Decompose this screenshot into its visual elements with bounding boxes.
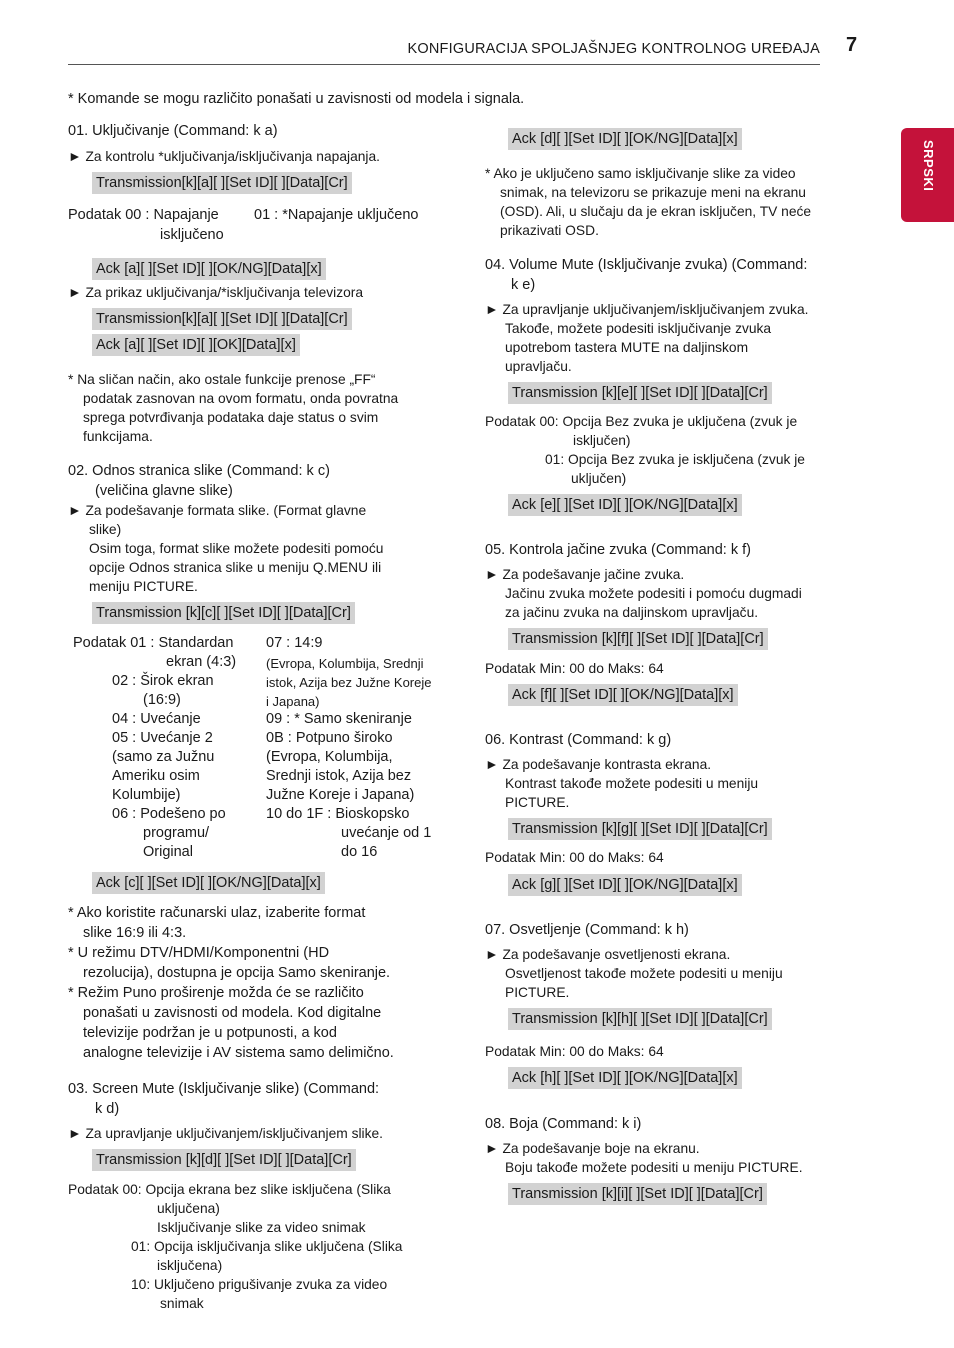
- data-line: snimak: [160, 1296, 204, 1311]
- section-06-title: 06. Kontrast (Command: k g): [485, 732, 672, 748]
- section-08-bullet: ► Za podešavanje boje na ekranu.: [485, 1141, 700, 1156]
- note-line: sprega potvrđivanja podataka daje status o svim: [83, 410, 379, 425]
- section-06-bullet: ► Za podešavanje kontrasta ekrana.: [485, 757, 712, 772]
- header-rule: [68, 64, 820, 65]
- data-line: Podatak Min: 00 do Maks: 64: [485, 850, 664, 865]
- data-line: i Japana): [266, 694, 320, 709]
- section-08-bullet: Boju takođe možete podesiti u meniju PICTURE.: [505, 1160, 803, 1175]
- section-05-bullet: ► Za podešavanje jačine zvuka.: [485, 567, 685, 582]
- code-ack: Ack [e][ ][Set ID][ ][OK/NG][Data][x]: [508, 494, 742, 516]
- page-number: 7: [846, 34, 858, 56]
- data-line: (Evropa, Kolumbija, Srednji: [266, 656, 424, 671]
- note-line: prikazivati OSD.: [500, 223, 599, 238]
- section-05-bullet: za jačinu zvuka na daljinskom upravljaču.: [505, 605, 759, 620]
- data-line: 0B : Potpuno široko: [266, 730, 393, 746]
- note-line: analogne televizije i AV sistema samo delimično.: [83, 1045, 394, 1061]
- data-line: Podatak 00 : Napajanje: [68, 207, 219, 223]
- data-line: Srednji istok, Azija bez: [266, 768, 412, 784]
- code-ack: Ack [f][ ][Set ID][ ][OK/NG][Data][x]: [508, 684, 738, 706]
- note-line: rezolucija), dostupna je opcija Samo skeniranje.: [83, 965, 391, 981]
- section-02-bullet: opcije Odnos stranica slike u meniju Q.MENU ili: [89, 560, 382, 575]
- section-02-title: (veličina glavne slike): [95, 483, 233, 499]
- data-line: Kolumbije): [112, 787, 181, 803]
- data-line: 10: Uključeno prigušivanje zvuka za video: [131, 1277, 388, 1292]
- section-04-bullet: upotrebom tastera MUTE na daljinskom: [505, 340, 749, 355]
- note-line: * Ako koristite računarski ulaz, izaberite format: [68, 905, 366, 921]
- running-header: KONFIGURACIJA SPOLJAŠNJEG KONTROLNOG UREĐAJA: [407, 41, 820, 57]
- section-07-bullet: Osvetljenost takođe možete podesiti u meniju: [505, 966, 783, 981]
- code-transmission: Transmission [k][g][ ][Set ID][ ][Data][Cr]: [508, 818, 772, 840]
- data-line: Isključivanje slike za video snimak: [157, 1220, 366, 1235]
- section-01-bullet: ► Za prikaz uključivanja/*isključivanja televizora: [68, 285, 364, 300]
- note-line: * Na sličan način, ako ostale funkcije prenose „FF“: [68, 372, 376, 387]
- code-ack: Ack [d][ ][Set ID][ ][OK/NG][Data][x]: [508, 128, 742, 150]
- note-line: snimak, na televizoru se prikazuje meni na ekranu: [500, 185, 806, 200]
- data-line: isključena): [157, 1258, 223, 1273]
- code-transmission: Transmission [k][d][ ][Set ID][ ][Data][Cr]: [92, 1149, 356, 1171]
- data-line: Južne Koreje i Japana): [266, 787, 415, 803]
- code-transmission: Transmission[k][a][ ][Set ID][ ][Data][Cr]: [92, 172, 352, 194]
- data-line: do 16: [341, 844, 378, 860]
- data-line: istok, Azija bez Južne Koreje: [266, 675, 432, 690]
- section-02-title: 02. Odnos stranica slike (Command: k c): [68, 463, 330, 479]
- section-02-bullet: Osim toga, format slike možete podesiti pomoću: [89, 541, 384, 556]
- section-01-title: 01. Uključivanje (Command: k a): [68, 123, 278, 139]
- section-03-title: 03. Screen Mute (Isključivanje slike) (Command:: [68, 1081, 380, 1097]
- section-06-bullet: Kontrast takođe možete podesiti u meniju: [505, 776, 759, 791]
- data-line: 01: Opcija Bez zvuka je isključena (zvuk je: [545, 452, 805, 467]
- data-line: (16:9): [143, 692, 181, 708]
- section-07-title: 07. Osvetljenje (Command: k h): [485, 922, 689, 938]
- code-transmission: Transmission[k][a][ ][Set ID][ ][Data][Cr]: [92, 308, 352, 330]
- note-line: podatak zasnovan na ovom formatu, onda povratna: [83, 391, 399, 406]
- section-01-bullet: ► Za kontrolu *uključivanja/isključivanja napajanja.: [68, 149, 380, 164]
- data-line: (Evropa, Kolumbija,: [266, 749, 393, 765]
- data-line: Podatak Min: 00 do Maks: 64: [485, 661, 664, 676]
- data-line: Podatak 01 : Standardan: [73, 635, 234, 651]
- code-transmission: Transmission [k][i][ ][Set ID][ ][Data][Cr]: [508, 1183, 767, 1205]
- section-05-bullet: Jačinu zvuka možete podesiti i pomoću dugmadi: [505, 586, 802, 601]
- section-04-bullet: Takođe, možete podesiti isključivanje zvuka: [505, 321, 772, 336]
- language-tab-label: SRPSKI: [921, 140, 936, 192]
- code-transmission: Transmission [k][c][ ][Set ID][ ][Data][Cr]: [92, 602, 355, 624]
- code-ack: Ack [c][ ][Set ID][ ][OK/NG][Data][x]: [92, 872, 325, 894]
- data-line: uključen): [571, 471, 627, 486]
- data-line: 09 : * Samo skeniranje: [266, 711, 412, 727]
- section-02-bullet: meniju PICTURE.: [89, 579, 198, 594]
- data-line: (samo za Južnu: [112, 749, 215, 765]
- data-line: uvećanje od 1: [341, 825, 432, 841]
- section-03-bullet: ► Za upravljanje uključivanjem/isključivanjem slike.: [68, 1126, 384, 1141]
- data-line: 10 do 1F : Bioskopsko: [266, 806, 410, 822]
- note-line: ponašati u zavisnosti od modela. Kod digitalne: [83, 1005, 382, 1021]
- note-line: slike 16:9 ili 4:3.: [83, 925, 187, 941]
- data-line: 07 : 14:9: [266, 635, 323, 651]
- note-line: televizije podržan je u potpunosti, a kod: [83, 1025, 337, 1041]
- code-ack: Ack [h][ ][Set ID][ ][OK/NG][Data][x]: [508, 1067, 742, 1089]
- code-transmission: Transmission [k][h][ ][Set ID][ ][Data][Cr]: [508, 1008, 772, 1030]
- code-ack: Ack [g][ ][Set ID][ ][OK/NG][Data][x]: [508, 874, 742, 896]
- section-02-bullet: ► Za podešavanje formata slike. (Format glavne: [68, 503, 367, 518]
- section-04-title: 04. Volume Mute (Isključivanje zvuka) (Command:: [485, 257, 808, 273]
- section-07-bullet: ► Za podešavanje osvetljenosti ekrana.: [485, 947, 731, 962]
- data-line: isključeno: [160, 227, 224, 243]
- data-line: Ameriku osim: [112, 768, 200, 784]
- section-03-title: k d): [95, 1101, 120, 1117]
- section-04-bullet: ► Za upravljanje uključivanjem/isključivanjem zvuka.: [485, 302, 809, 317]
- data-line: Podatak 00: Opcija ekrana bez slike isključena (Slika: [68, 1182, 391, 1197]
- language-tab: [901, 128, 954, 222]
- section-04-title: k e): [511, 277, 536, 293]
- data-line: ekran (4:3): [166, 654, 237, 670]
- note-line: funkcijama.: [83, 429, 153, 444]
- code-transmission: Transmission [k][f][ ][Set ID][ ][Data][Cr]: [508, 628, 768, 650]
- section-05-title: 05. Kontrola jačine zvuka (Command: k f): [485, 542, 751, 558]
- data-line: programu/: [143, 825, 210, 841]
- data-line: 01: Opcija isključivanja slike uključena (Slika: [131, 1239, 403, 1254]
- section-08-title: 08. Boja (Command: k i): [485, 1116, 642, 1132]
- data-line: 05 : Uvećanje 2: [112, 730, 213, 746]
- section-04-bullet: upravljaču.: [505, 359, 572, 374]
- data-line: 02 : Širok ekran: [112, 673, 214, 689]
- data-line: Original: [143, 844, 193, 860]
- note-line: * U režimu DTV/HDMI/Komponentni (HD: [68, 945, 330, 961]
- code-ack: Ack [a][ ][Set ID][ ][OK/NG][Data][x]: [92, 258, 326, 280]
- data-line: 04 : Uvećanje: [112, 711, 201, 727]
- section-02-bullet: slike): [89, 522, 122, 537]
- data-line: isključen): [573, 433, 631, 448]
- note-line: * Režim Puno proširenje možda će se različito: [68, 985, 364, 1001]
- data-line: 01 : *Napajanje uključeno: [254, 207, 419, 223]
- data-line: Podatak Min: 00 do Maks: 64: [485, 1044, 664, 1059]
- section-06-bullet: PICTURE.: [505, 795, 570, 810]
- code-transmission: Transmission [k][e][ ][Set ID][ ][Data][Cr]: [508, 382, 772, 404]
- section-07-bullet: PICTURE.: [505, 985, 570, 1000]
- note-line: (OSD). Ali, u slučaju da je ekran isključen, TV neće: [500, 204, 812, 219]
- data-line: Podatak 00: Opcija Bez zvuka je uključena (zvuk je: [485, 414, 798, 429]
- intro-note: * Komande se mogu različito ponašati u zavisnosti od modela i signala.: [68, 91, 525, 107]
- note-line: * Ako je uključeno samo isključivanje slike za video: [485, 166, 796, 181]
- code-ack: Ack [a][ ][Set ID][ ][OK][Data][x]: [92, 334, 300, 356]
- data-line: 06 : Podešeno po: [112, 806, 226, 822]
- data-line: uključena): [157, 1201, 220, 1216]
